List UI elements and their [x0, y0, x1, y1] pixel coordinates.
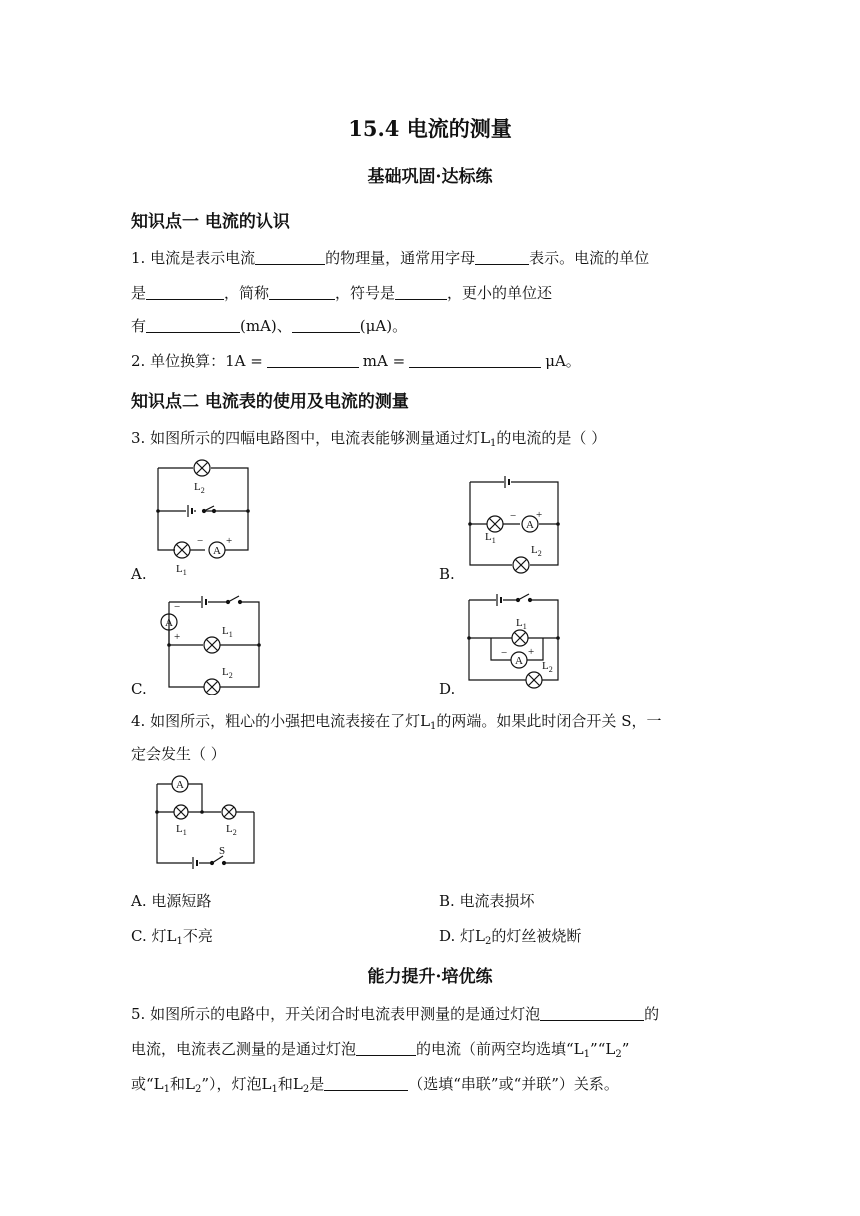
label-l2: $L_2$: [226, 823, 237, 837]
minus-sign: −: [510, 510, 517, 522]
q5-text: ”），灯泡L: [201, 1075, 272, 1093]
q4-subscript: 1: [430, 721, 437, 732]
lamp-l1-icon: [512, 630, 528, 646]
q3-option-a-label[interactable]: A.: [131, 565, 147, 583]
ammeter-letter: A: [526, 519, 534, 531]
lamp-l1-icon: [487, 516, 503, 532]
q1-text: (μA)。: [359, 317, 408, 335]
q5-subscript: 1: [583, 1049, 591, 1060]
label-l1: $L_1$: [485, 531, 496, 545]
q1-text: 1. 电流是表示电流: [131, 249, 256, 267]
lamp-l2-icon: [526, 672, 542, 688]
q3-option-b-label[interactable]: B.: [439, 565, 455, 583]
label-l1: $L_1$: [222, 625, 233, 639]
q5-subscript: 1: [163, 1084, 171, 1095]
ammeter-letter: A: [165, 617, 173, 629]
q1-blank-6[interactable]: [146, 317, 240, 333]
minus-sign: −: [197, 535, 204, 547]
q5-subscript: 2: [615, 1049, 622, 1060]
q5-subscript: 1: [271, 1084, 278, 1095]
q5-text: 的电流（前两空均选填“L: [416, 1040, 584, 1058]
q1-text: ，更小的单位还: [447, 284, 553, 302]
q5-text: 或“L: [131, 1075, 164, 1093]
label-switch-s: S: [219, 845, 226, 857]
q5-text: 5. 如图所示的电路中，开关闭合时电流表甲测量的是通过灯泡: [131, 1005, 541, 1023]
circuit-diagram-c: [150, 590, 265, 695]
option-text: D. 灯L: [439, 927, 485, 945]
lamp-l2-icon: [513, 557, 529, 573]
plus-sign: +: [528, 646, 535, 658]
section-heading-basic: 基础巩固·达标练: [367, 167, 493, 187]
q1-line-3: [131, 315, 407, 336]
q1-blank-7[interactable]: [292, 317, 360, 333]
lamp-l2-icon: [194, 460, 210, 476]
label-l2: $L_2$: [194, 481, 205, 495]
circuit-diagram-d: [463, 588, 568, 698]
option-subscript: 1: [176, 936, 183, 947]
section-heading-advanced: 能力提升·培优练: [367, 967, 493, 987]
q5-blank-2[interactable]: [356, 1040, 416, 1056]
q4-line-2: 定会发生（ ）: [131, 745, 226, 763]
q5-blank-3[interactable]: [324, 1075, 408, 1091]
q5-line-2: [131, 1038, 629, 1060]
circuit-diagram-a: [150, 455, 260, 580]
label-l2: $L_2$: [222, 666, 233, 680]
label-l1: $L_1$: [176, 563, 187, 577]
plus-sign: +: [174, 631, 181, 643]
q2-text: μA。: [545, 352, 581, 370]
ammeter-letter: A: [176, 779, 184, 791]
option-subscript: 2: [485, 936, 492, 947]
q5-text: 是: [309, 1075, 325, 1093]
circuit-diagram-b: [465, 470, 565, 580]
q5-line-1: [131, 1003, 659, 1024]
lamp-l1-icon: [204, 637, 220, 653]
q5-text: （选填“串联”或“并联”）关系。: [408, 1075, 619, 1093]
q3-option-c-label[interactable]: C.: [131, 680, 147, 698]
switch-icon: [228, 596, 239, 602]
lamp-l1-icon: [174, 805, 188, 819]
option-text: C. 灯L: [131, 927, 177, 945]
q5-blank-1[interactable]: [540, 1005, 644, 1021]
q1-blank-1[interactable]: [255, 249, 325, 265]
q1-text: 有: [131, 317, 147, 335]
lamp-l1-icon: [174, 542, 190, 558]
q5-text: 电流，电流表乙测量的是通过灯泡: [131, 1040, 357, 1058]
q4-option-b[interactable]: B. 电流表损坏: [439, 892, 535, 910]
q4-option-d[interactable]: [439, 925, 581, 947]
minus-sign: −: [501, 647, 508, 659]
q1-text: 的物理量，通常用字母: [325, 249, 476, 267]
option-text: 不亮: [182, 927, 213, 945]
lamp-l2-icon: [222, 805, 236, 819]
q1-text: 是: [131, 284, 147, 302]
q3-text: 的电流的是（ ）: [496, 429, 607, 447]
q3-line: [131, 427, 606, 449]
plus-sign: +: [536, 509, 543, 521]
switch-icon: [518, 594, 529, 600]
q5-text: 和L: [170, 1075, 195, 1093]
q5-subscript: 2: [302, 1084, 310, 1095]
lamp-l2-icon: [204, 679, 220, 695]
q5-text: 和L: [277, 1075, 303, 1093]
q2-text: 2. 单位换算：1A =: [131, 352, 263, 370]
minus-sign: −: [174, 601, 181, 613]
knowledge-point-2: 知识点二 电流表的使用及电流的测量: [131, 392, 409, 412]
q3-option-d-label[interactable]: D.: [439, 680, 456, 698]
q2-blank-1[interactable]: [267, 352, 359, 368]
switch-icon: [212, 856, 223, 863]
q1-blank-4[interactable]: [269, 284, 335, 300]
q2-blank-2[interactable]: [409, 352, 541, 368]
circuit-diagram-q4: [150, 770, 260, 870]
q1-line-2: [131, 282, 552, 303]
q4-line-1: [131, 710, 661, 732]
q4-option-a[interactable]: A. 电源短路: [131, 892, 212, 910]
q1-text: ，符号是: [335, 284, 396, 302]
label-l2: $L_2$: [542, 660, 553, 674]
q2-line: [131, 350, 581, 371]
q5-line-3: [131, 1073, 619, 1095]
knowledge-point-1: 知识点一 电流的认识: [131, 212, 290, 232]
q1-line-1: [131, 247, 649, 268]
page-title: 15.4 电流的测量: [348, 116, 512, 141]
q4-text: 4. 如图所示，粗心的小强把电流表接在了灯L: [131, 712, 431, 730]
q4-option-c[interactable]: [131, 925, 213, 947]
q1-blank-3[interactable]: [146, 284, 224, 300]
q1-text: ，简称: [224, 284, 270, 302]
q5-text: ”: [621, 1040, 630, 1058]
q5-subscript: 2: [194, 1084, 202, 1095]
q5-text: 的: [644, 1005, 660, 1023]
ammeter-letter: A: [213, 545, 221, 557]
option-text: 的灯丝被烧断: [491, 927, 582, 945]
q5-text: ”“L: [590, 1040, 616, 1058]
q4-text: 的两端。如果此时闭合开关 S，一: [436, 712, 662, 730]
label-l2: $L_2$: [531, 544, 542, 558]
q1-blank-2[interactable]: [475, 249, 529, 265]
label-l1: $L_1$: [516, 617, 527, 631]
plus-sign: +: [226, 535, 233, 547]
q1-blank-5[interactable]: [395, 284, 447, 300]
label-l1: $L_1$: [176, 823, 187, 837]
ammeter-letter: A: [515, 655, 523, 667]
q1-text: (mA)、: [240, 317, 292, 335]
q1-text: 表示。电流的单位: [529, 249, 650, 267]
q3-text: 3. 如图所示的四幅电路图中，电流表能够测量通过灯L: [131, 429, 491, 447]
q3-subscript: 1: [490, 438, 497, 449]
q2-text: mA =: [362, 352, 406, 370]
